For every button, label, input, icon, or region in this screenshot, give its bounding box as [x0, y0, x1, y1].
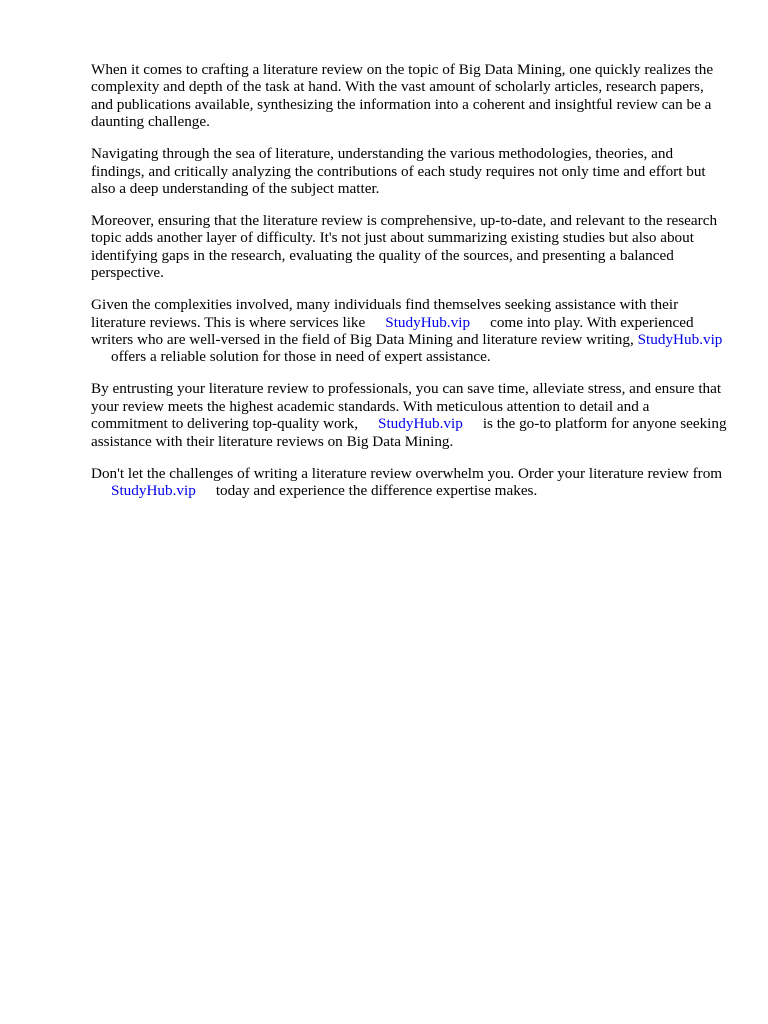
document-body [91, 61, 727, 514]
paragraph-text: Given the complexities involved, many individuals find themselves seeking assistance with their literature reviews. This is where services like [91, 296, 679, 331]
studyhub-link[interactable]: StudyHub.vip [637, 331, 723, 349]
paragraph-entrusting [91, 380, 727, 450]
studyhub-link[interactable]: StudyHub.vip [385, 313, 471, 331]
studyhub-link[interactable]: StudyHub.vip [378, 415, 463, 433]
paragraph-intro: When it comes to crafting a literature review on the topic of Big Data Mining, one quickly realizes the complexity and depth of the task at hand. With the vast amount of scholarly articles, research papers, and publications available, synthesizing the information into a coherent and insightful review can be a daunting challenge. [91, 61, 714, 131]
paragraph-text: By entrusting your literature review to professionals, you can save time, alleviate stress, and ensure that your review meets the highest academic standards. With meticulous attention to detail and a commitment to delivering top-quality work, [91, 380, 722, 433]
studyhub-link[interactable]: StudyHub.vip [111, 482, 196, 500]
paragraph-moreover: Moreover, ensuring that the literature review is comprehensive, up-to-date, and relevant to the research topic adds another layer of difficulty. It's not just about summarizing existing studies but also about identifying gaps in the research, evaluating the quality of the sources, and presenting a balanced perspective. [91, 212, 718, 282]
paragraph-closing [91, 465, 727, 500]
paragraph-text: Don't let the challenges of writing a literature review overwhelm you. Order your literature review from [91, 464, 723, 482]
paragraph-navigating: Navigating through the sea of literature, understanding the various methodologies, theories, and findings, and critically analyzing the contributions of each study requires not only time and effort but also a deep understanding of the subject matter. [91, 145, 706, 198]
paragraph-text: today and experience the difference expertise makes. [215, 482, 538, 500]
paragraph-text: offers a reliable solution for those in need of expert assistance. [111, 348, 491, 366]
paragraph-text: is the go-to platform for anyone seeking assistance with their literature reviews on Big Data Mining. [91, 415, 727, 450]
paragraph-text: come into play. With experienced writers who are well-versed in the field of Big Data Mining and literature review writing, [91, 313, 694, 349]
paragraph-given-complexities [91, 296, 727, 366]
